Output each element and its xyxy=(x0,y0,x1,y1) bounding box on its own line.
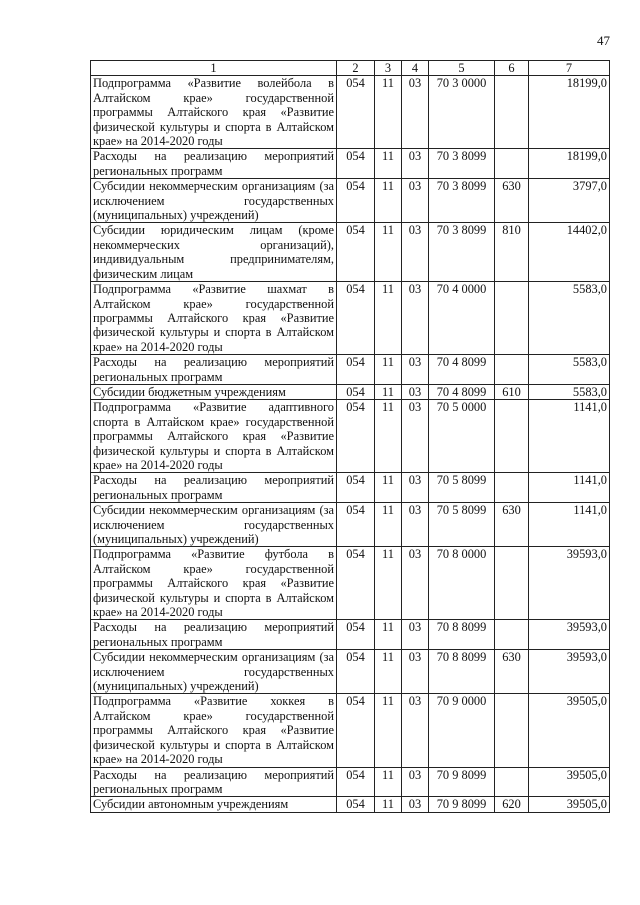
subsection-code-cell: 03 xyxy=(402,179,429,223)
amount-cell: 39505,0 xyxy=(529,694,610,767)
item-name-cell: Субсидии некоммерческим организациям (за исключением государственных (муниципальных) учреждений) xyxy=(91,179,337,223)
section-code-cell: 11 xyxy=(375,355,402,385)
expense-type-cell xyxy=(495,355,529,385)
section-code-cell: 11 xyxy=(375,503,402,547)
column-header: 1 xyxy=(91,61,337,76)
table-row xyxy=(91,149,610,179)
column-header: 2 xyxy=(337,61,375,76)
ministry-code-cell: 054 xyxy=(337,473,375,503)
target-article-cell: 70 4 8099 xyxy=(429,355,495,385)
amount-cell: 18199,0 xyxy=(529,149,610,179)
table-body xyxy=(91,76,610,812)
ministry-code-cell: 054 xyxy=(337,179,375,223)
table-row xyxy=(91,473,610,503)
amount-cell: 5583,0 xyxy=(529,355,610,385)
expense-type-cell xyxy=(495,694,529,767)
target-article-cell: 70 3 8099 xyxy=(429,149,495,179)
subsection-code-cell: 03 xyxy=(402,797,429,812)
expense-type-cell xyxy=(495,282,529,355)
expense-type-cell: 610 xyxy=(495,384,529,399)
target-article-cell: 70 3 8099 xyxy=(429,179,495,223)
subsection-code-cell: 03 xyxy=(402,384,429,399)
table-row xyxy=(91,650,610,694)
table-row xyxy=(91,355,610,385)
amount-cell: 39505,0 xyxy=(529,797,610,812)
ministry-code-cell: 054 xyxy=(337,547,375,620)
table-row xyxy=(91,179,610,223)
section-code-cell: 11 xyxy=(375,797,402,812)
budget-table xyxy=(90,60,610,813)
item-name-cell: Субсидии бюджетным учреждениям xyxy=(91,384,337,399)
target-article-cell: 70 8 8099 xyxy=(429,620,495,650)
column-header: 3 xyxy=(375,61,402,76)
ministry-code-cell: 054 xyxy=(337,149,375,179)
ministry-code-cell: 054 xyxy=(337,503,375,547)
table-row xyxy=(91,767,610,797)
table-row xyxy=(91,223,610,282)
expense-type-cell xyxy=(495,767,529,797)
expense-type-cell xyxy=(495,400,529,473)
target-article-cell: 70 5 0000 xyxy=(429,400,495,473)
subsection-code-cell: 03 xyxy=(402,620,429,650)
item-name-cell: Субсидии некоммерческим организациям (за исключением государственных (муниципальных) учреждений) xyxy=(91,650,337,694)
expense-type-cell xyxy=(495,76,529,149)
subsection-code-cell: 03 xyxy=(402,473,429,503)
item-name-cell: Субсидии юридическим лицам (кроме некоммерческих организаций), индивидуальным предпринимателям, физическим лицам xyxy=(91,223,337,282)
expense-type-cell: 810 xyxy=(495,223,529,282)
amount-cell: 5583,0 xyxy=(529,282,610,355)
item-name-cell: Расходы на реализацию мероприятий региональных программ xyxy=(91,149,337,179)
item-name-cell: Расходы на реализацию мероприятий региональных программ xyxy=(91,620,337,650)
column-header: 4 xyxy=(402,61,429,76)
item-name-cell: Расходы на реализацию мероприятий региональных программ xyxy=(91,355,337,385)
ministry-code-cell: 054 xyxy=(337,650,375,694)
item-name-cell: Подпрограмма «Развитие шахмат в Алтайском крае» государственной программы Алтайского края «Развитие физической культуры и спорта в Алтайском крае» на 2014-2020 годы xyxy=(91,282,337,355)
section-code-cell: 11 xyxy=(375,650,402,694)
item-name-cell: Подпрограмма «Развитие хоккея в Алтайском крае» государственной программы Алтайского края «Развитие физической культуры и спорта в Алтайском крае» на 2014-2020 годы xyxy=(91,694,337,767)
subsection-code-cell: 03 xyxy=(402,76,429,149)
page-number: 47 xyxy=(597,33,610,48)
ministry-code-cell: 054 xyxy=(337,767,375,797)
amount-cell: 3797,0 xyxy=(529,179,610,223)
target-article-cell: 70 9 8099 xyxy=(429,797,495,812)
item-name-cell: Субсидии автономным учреждениям xyxy=(91,797,337,812)
table-row xyxy=(91,282,610,355)
table-row xyxy=(91,400,610,473)
item-name-cell: Подпрограмма «Развитие адаптивного спорта в Алтайском крае» государственной программы Алтайского края «Развитие физической культуры и спорта в Алтайском крае» на 2014-2020 годы xyxy=(91,400,337,473)
subsection-code-cell: 03 xyxy=(402,149,429,179)
section-code-cell: 11 xyxy=(375,694,402,767)
target-article-cell: 70 5 8099 xyxy=(429,503,495,547)
section-code-cell: 11 xyxy=(375,400,402,473)
item-name-cell: Подпрограмма «Развитие футбола в Алтайском крае» государственной программы Алтайского края «Развитие физической культуры и спорта в Алтайском крае» на 2014-2020 годы xyxy=(91,547,337,620)
amount-cell: 14402,0 xyxy=(529,223,610,282)
target-article-cell: 70 5 8099 xyxy=(429,473,495,503)
expense-type-cell: 630 xyxy=(495,650,529,694)
subsection-code-cell: 03 xyxy=(402,503,429,547)
target-article-cell: 70 3 0000 xyxy=(429,76,495,149)
amount-cell: 1141,0 xyxy=(529,503,610,547)
subsection-code-cell: 03 xyxy=(402,547,429,620)
target-article-cell: 70 3 8099 xyxy=(429,223,495,282)
expense-type-cell: 630 xyxy=(495,179,529,223)
subsection-code-cell: 03 xyxy=(402,223,429,282)
section-code-cell: 11 xyxy=(375,76,402,149)
ministry-code-cell: 054 xyxy=(337,694,375,767)
subsection-code-cell: 03 xyxy=(402,767,429,797)
amount-cell: 39505,0 xyxy=(529,767,610,797)
column-header: 5 xyxy=(429,61,495,76)
ministry-code-cell: 054 xyxy=(337,620,375,650)
table-row xyxy=(91,384,610,399)
ministry-code-cell: 054 xyxy=(337,223,375,282)
item-name-cell: Подпрограмма «Развитие волейбола в Алтайском крае» государственной программы Алтайского края «Развитие физической культуры и спорта в Алтайском крае» на 2014-2020 годы xyxy=(91,76,337,149)
ministry-code-cell: 054 xyxy=(337,797,375,812)
table-row xyxy=(91,76,610,149)
target-article-cell: 70 8 0000 xyxy=(429,547,495,620)
amount-cell: 39593,0 xyxy=(529,620,610,650)
subsection-code-cell: 03 xyxy=(402,650,429,694)
amount-cell: 18199,0 xyxy=(529,76,610,149)
amount-cell: 5583,0 xyxy=(529,384,610,399)
amount-cell: 39593,0 xyxy=(529,650,610,694)
table-row xyxy=(91,547,610,620)
section-code-cell: 11 xyxy=(375,149,402,179)
table-row xyxy=(91,797,610,812)
subsection-code-cell: 03 xyxy=(402,355,429,385)
target-article-cell: 70 9 0000 xyxy=(429,694,495,767)
header-row xyxy=(91,61,610,76)
section-code-cell: 11 xyxy=(375,179,402,223)
expense-type-cell: 620 xyxy=(495,797,529,812)
column-header: 6 xyxy=(495,61,529,76)
target-article-cell: 70 8 8099 xyxy=(429,650,495,694)
section-code-cell: 11 xyxy=(375,282,402,355)
expense-type-cell xyxy=(495,547,529,620)
ministry-code-cell: 054 xyxy=(337,400,375,473)
target-article-cell: 70 9 8099 xyxy=(429,767,495,797)
ministry-code-cell: 054 xyxy=(337,355,375,385)
expense-type-cell xyxy=(495,473,529,503)
amount-cell: 39593,0 xyxy=(529,547,610,620)
section-code-cell: 11 xyxy=(375,620,402,650)
item-name-cell: Расходы на реализацию мероприятий региональных программ xyxy=(91,767,337,797)
target-article-cell: 70 4 8099 xyxy=(429,384,495,399)
table-row xyxy=(91,620,610,650)
ministry-code-cell: 054 xyxy=(337,282,375,355)
section-code-cell: 11 xyxy=(375,223,402,282)
table-row xyxy=(91,503,610,547)
subsection-code-cell: 03 xyxy=(402,694,429,767)
expense-type-cell xyxy=(495,149,529,179)
section-code-cell: 11 xyxy=(375,384,402,399)
ministry-code-cell: 054 xyxy=(337,76,375,149)
section-code-cell: 11 xyxy=(375,473,402,503)
expense-type-cell: 630 xyxy=(495,503,529,547)
section-code-cell: 11 xyxy=(375,547,402,620)
target-article-cell: 70 4 0000 xyxy=(429,282,495,355)
expense-type-cell xyxy=(495,620,529,650)
item-name-cell: Расходы на реализацию мероприятий региональных программ xyxy=(91,473,337,503)
ministry-code-cell: 054 xyxy=(337,384,375,399)
column-header: 7 xyxy=(529,61,610,76)
table-row xyxy=(91,694,610,767)
amount-cell: 1141,0 xyxy=(529,473,610,503)
amount-cell: 1141,0 xyxy=(529,400,610,473)
item-name-cell: Субсидии некоммерческим организациям (за исключением государственных (муниципальных) учреждений) xyxy=(91,503,337,547)
section-code-cell: 11 xyxy=(375,767,402,797)
subsection-code-cell: 03 xyxy=(402,400,429,473)
subsection-code-cell: 03 xyxy=(402,282,429,355)
